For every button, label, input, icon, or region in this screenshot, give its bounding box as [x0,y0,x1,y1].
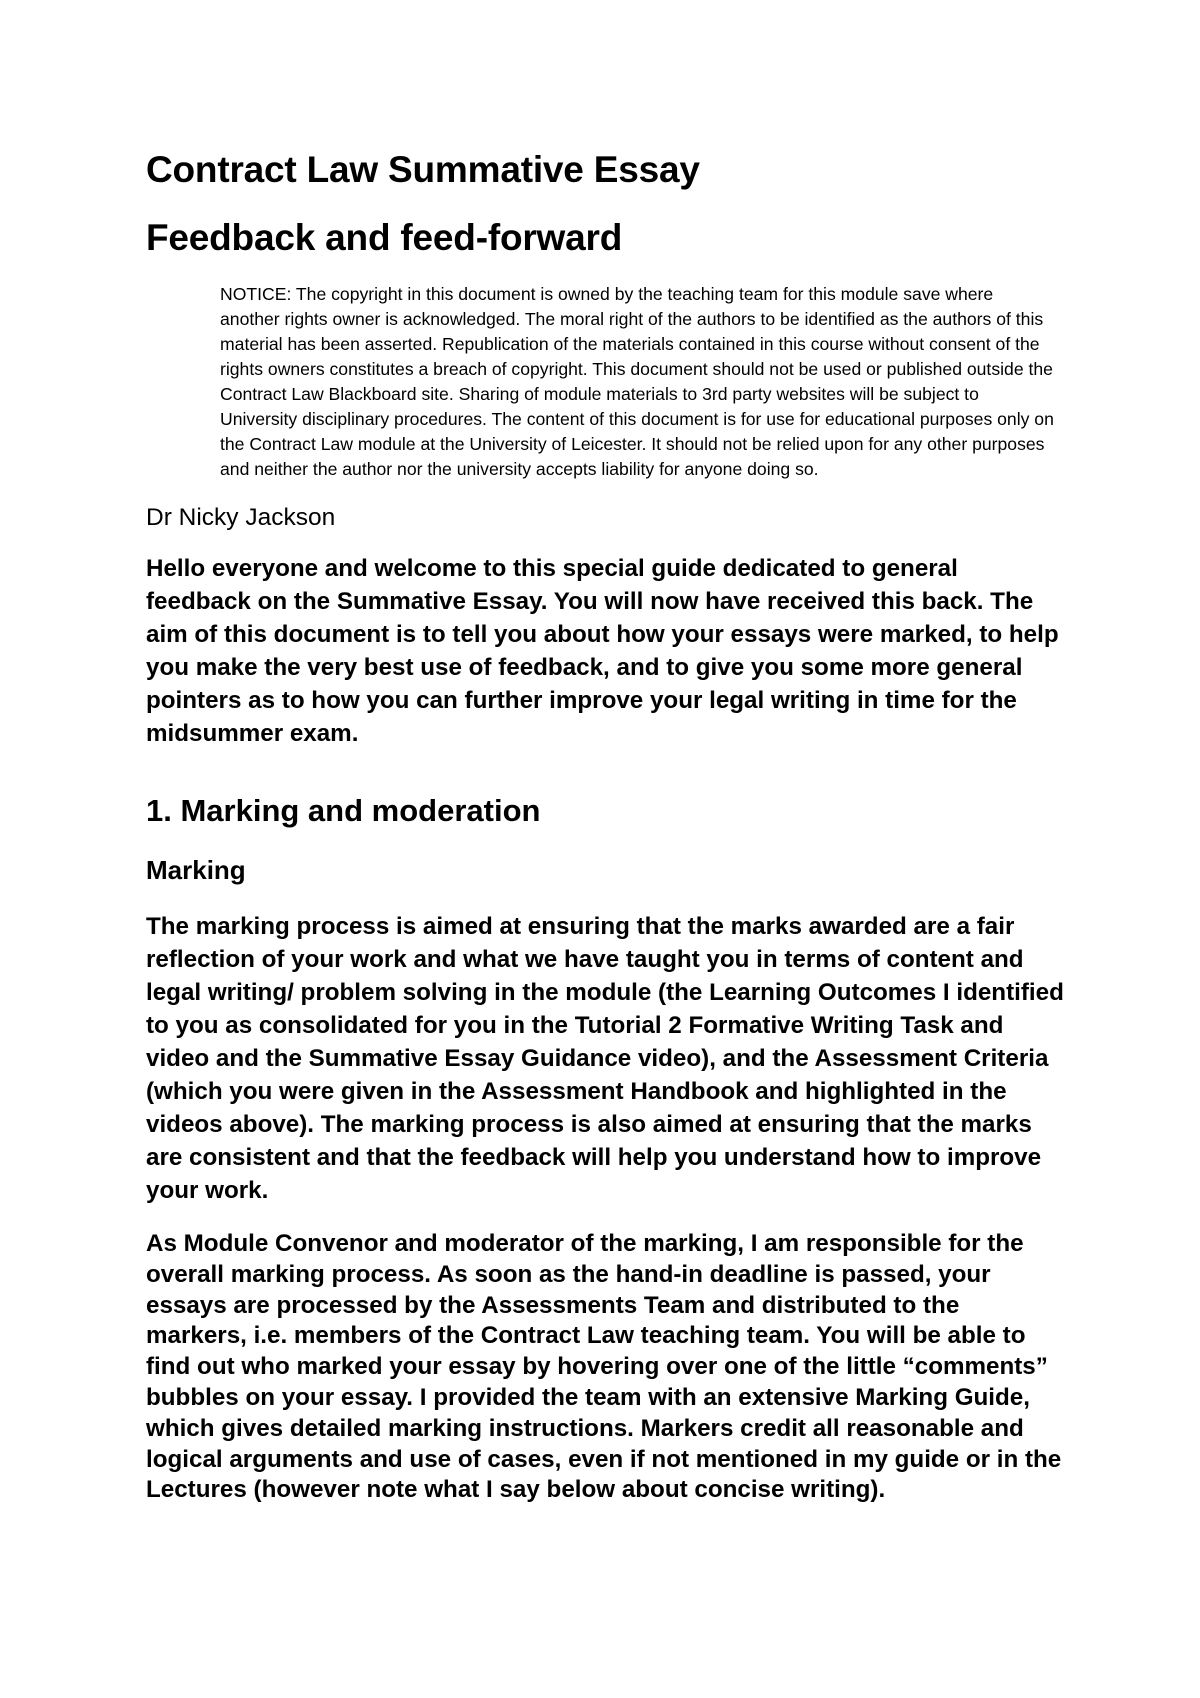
document-content [146,148,1066,1506]
copyright-notice: NOTICE: The copyright in this document is owned by the teaching team for this module save where another rights owner is acknowledged. The moral right of the authors to be identified as the authors of this material has been asserted. Republication of the materials contained in this course without consent of the rights owners constitutes a breach of copyright. This document should not be used or published outside the Contract Law Blackboard site. Sharing of module materials to 3rd party websites will be subject to University disciplinary procedures. The content of this document is for use for educational purposes only on the Contract Law module at the University of Leicester. It should not be relied upon for any other purposes and neither the author nor the university accepts liability for anyone doing so. [220,284,1054,479]
intro-paragraph: Hello everyone and welcome to this special guide dedicated to general feedback on the Summative Essay. You will now have received this back. The aim of this document is to tell you about how your essays were marked, to help you make the very best use of feedback, and to give you some more general pointers as to how you can further improve your legal writing in time for the midsummer exam. [146,555,1059,747]
section-heading-marking-and-moderation: 1. Marking and moderation [146,793,541,828]
marking-paragraph-2: As Module Convenor and moderator of the marking, I am responsible for the overall marking process. As soon as the hand-in deadline is passed, your essays are processed by the Assessments Team and distributed to the markers, i.e. members of the Contract Law teaching team. You will be able to find out who marked your essay by hovering over one of the little “comments” bubbles on your essay. I provided the team with an extensive Marking Guide, which gives detailed marking instructions. Markers credit all reasonable and logical arguments and use of cases, even if not mentioned in my guide or in the Lectures (however note what I say below about concise writing). [146,1230,1062,1504]
document-subtitle: Feedback and feed-forward [146,217,623,258]
marking-paragraph-1: The marking process is aimed at ensuring that the marks awarded are a fair reflection of your work and what we have taught you in terms of content and legal writing/ problem solving in the module (the Learning Outcomes I identified to you as consolidated for you in the Tutorial 2 Formative Writing Task and video and the Summative Essay Guidance video), and the Assessment Criteria (which you were given in the Assessment Handbook and highlighted in the videos above). The marking process is also aimed at ensuring that the marks are consistent and that the feedback will help you understand how to improve your work. [146,913,1064,1204]
author-name: Dr Nicky Jackson [146,504,336,531]
document-title: Contract Law Summative Essay [146,149,700,190]
subsection-heading-marking: Marking [146,855,246,885]
